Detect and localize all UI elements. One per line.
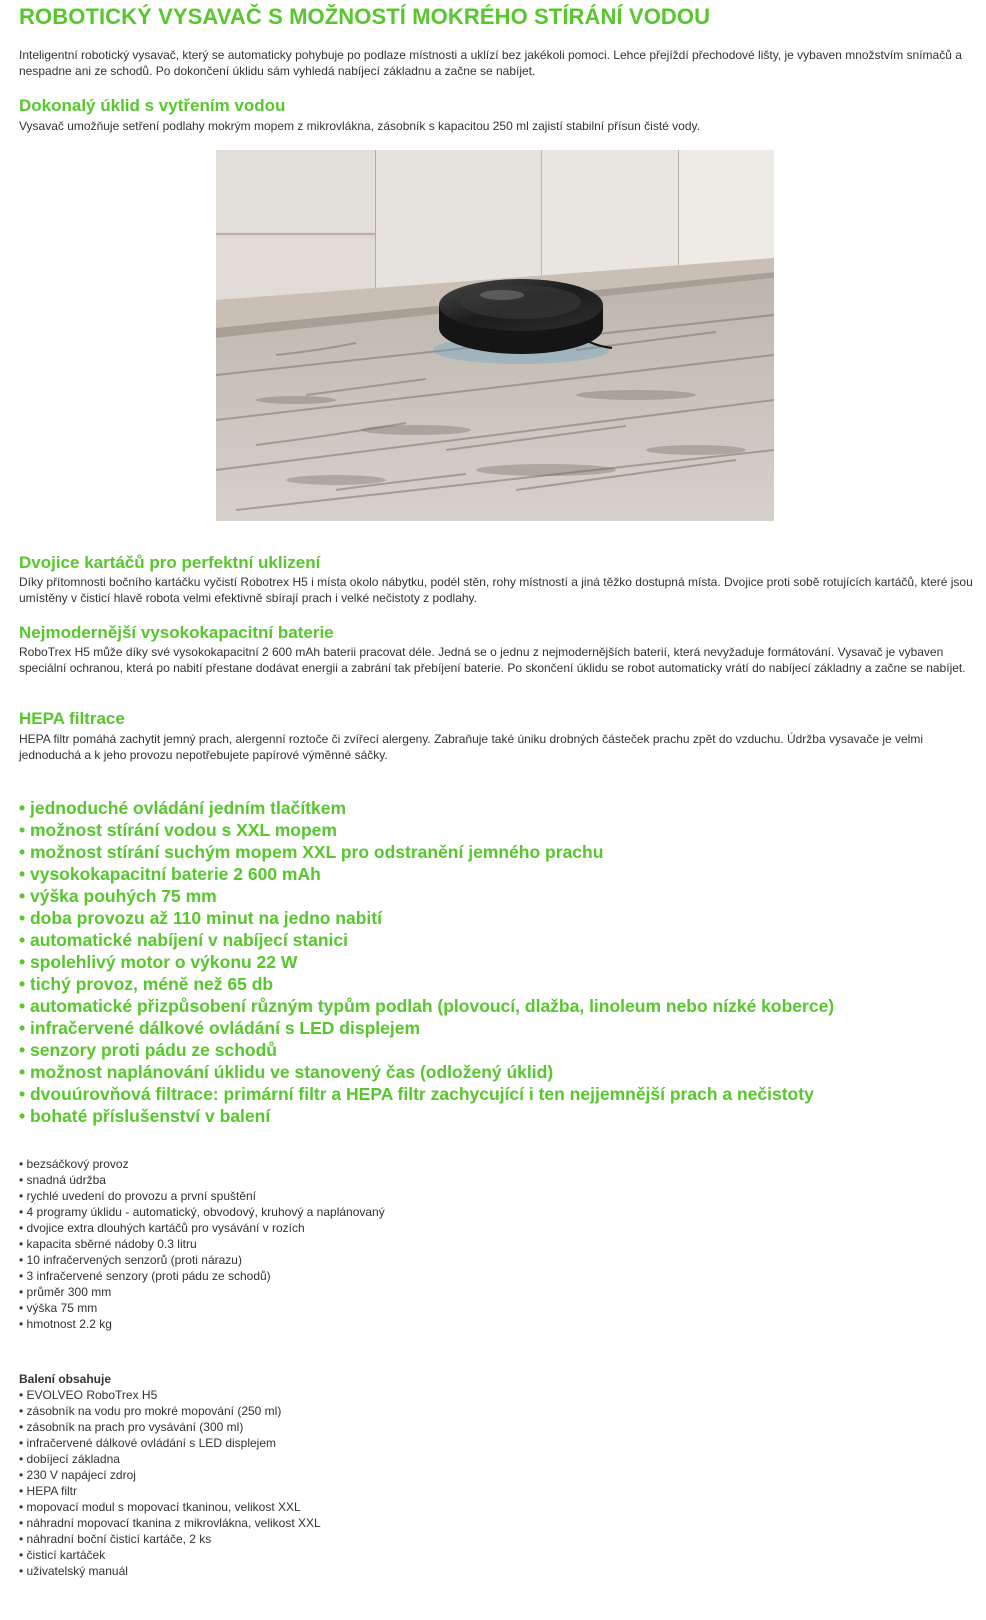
feature-item: • dvouúrovňová filtrace: primární filtr a HEPA filtr zachycující i ten nejjemnější prach a nečistoty xyxy=(19,1084,814,1104)
package-item: • uživatelský manuál xyxy=(19,1564,128,1578)
package-list xyxy=(19,1387,321,1579)
package-item: • EVOLVEO RoboTrex H5 xyxy=(19,1388,158,1402)
spec-item: • bezsáčkový provoz xyxy=(19,1157,129,1171)
package-item: • dobíjecí základna xyxy=(19,1452,120,1466)
robot-vacuum-photo xyxy=(216,150,774,521)
package-item: • zásobník na prach pro vysávání (300 ml) xyxy=(19,1420,244,1434)
section-text-hepa: HEPA filtr pomáhá zachytit jemný prach, alergenní roztoče či zvířecí alergeny. Zabraňuje také úniku drobných částeček prachu zpět do vzduchu. Údržba vysavače je velmi jednoduchá a k jeho provozu nepotřebujete papírové výměnné sáčky. xyxy=(19,732,924,762)
package-item: • čisticí kartáček xyxy=(19,1548,106,1562)
section-text-brushes: Díky přítomnosti bočního kartáčku vyčistí Robotrex H5 i místa okolo nábytku, podél stěn, rohy místností a jiná těžko dostupná místa. Dvojice proti sobě rotujících kartáčů, které jsou umístěny v čisticí hlavě robota velmi efektivně sbírají prach i velké nečistoty z podlahy. xyxy=(19,575,973,605)
spec-item: • kapacita sběrné nádoby 0.3 litru xyxy=(19,1237,197,1251)
feature-item: • jednoduché ovládání jedním tlačítkem xyxy=(19,798,347,818)
spec-item: • průměr 300 mm xyxy=(19,1285,112,1299)
feature-item: • bohaté příslušenství v balení xyxy=(19,1106,271,1126)
feature-item: • tichý provoz, méně než 65 db xyxy=(19,974,274,994)
package-item: • náhradní mopovací tkanina z mikrovlákna, velikost XXL xyxy=(19,1516,321,1530)
package-item: • 230 V napájecí zdroj xyxy=(19,1468,136,1482)
feature-list xyxy=(19,797,834,1127)
spec-item: • 10 infračervených senzorů (proti nárazu) xyxy=(19,1253,242,1267)
spec-item: • hmotnost 2.2 kg xyxy=(19,1317,112,1331)
feature-item: • výška pouhých 75 mm xyxy=(19,886,217,906)
section-heading-battery: Nejmodernější vysokokapacitní baterie xyxy=(19,623,334,642)
spec-list xyxy=(19,1156,385,1332)
spec-item: • 3 infračervené senzory (proti pádu ze schodů) xyxy=(19,1269,271,1283)
feature-item: • senzory proti pádu ze schodů xyxy=(19,1040,277,1060)
package-item: • náhradní boční čisticí kartáče, 2 ks xyxy=(19,1532,212,1546)
spec-item: • 4 programy úklidu - automatický, obvodový, kruhový a naplánovaný xyxy=(19,1205,385,1219)
feature-item: • spolehlivý motor o výkonu 22 W xyxy=(19,952,298,972)
package-item: • zásobník na vodu pro mokré mopování (250 ml) xyxy=(19,1404,282,1418)
package-item: • mopovací modul s mopovací tkaninou, velikost XXL xyxy=(19,1500,301,1514)
feature-item: • vysokokapacitní baterie 2 600 mAh xyxy=(19,864,321,884)
feature-item: • možnost stírání suchým mopem XXL pro odstranění jemného prachu xyxy=(19,842,604,862)
feature-item: • možnost naplánování úklidu ve stanovený čas (odložený úklid) xyxy=(19,1062,554,1082)
robot-vacuum-illustration xyxy=(216,150,774,521)
package-item: • infračervené dálkové ovládání s LED displejem xyxy=(19,1436,277,1450)
feature-item: • automatické přizpůsobení různým typům podlah (plovoucí, dlažba, linoleum nebo nízké koberce) xyxy=(19,996,835,1016)
feature-item: • infračervené dálkové ovládání s LED displejem xyxy=(19,1018,421,1038)
spec-item: • snadná údržba xyxy=(19,1173,106,1187)
package-item: • HEPA filtr xyxy=(19,1484,77,1498)
intro-paragraph: Inteligentní robotický vysavač, který se automaticky pohybuje po podlaze místnosti a uklízí bez jakékoli pomoci. Lehce přejíždí přechodové lišty, je vybaven množstvím snímačů a nespadne ani ze schodů. Po dokončení úklidu sám vyhledá nabíjecí základnu a začne se nabíjet. xyxy=(19,48,962,78)
section-heading-brushes: Dvojice kartáčů pro perfektní uklizení xyxy=(19,553,321,572)
package-heading: Balení obsahuje xyxy=(19,1372,112,1386)
page-title: ROBOTICKÝ VYSAVAČ S MOŽNOSTÍ MOKRÉHO STÍRÁNÍ VODOU xyxy=(19,4,711,29)
spec-item: • dvojice extra dlouhých kartáčů pro vysávání v rozích xyxy=(19,1221,305,1235)
section-text-mopping: Vysavač umožňuje setření podlahy mokrým mopem z mikrovlákna, zásobník s kapacitou 250 ml zajistí stabilní přísun čisté vody. xyxy=(19,119,700,133)
section-heading-mopping: Dokonalý úklid s vytřením vodou xyxy=(19,96,286,115)
spec-item: • výška 75 mm xyxy=(19,1301,98,1315)
spec-item: • rychlé uvedení do provozu a první spuštění xyxy=(19,1189,257,1203)
feature-item: • doba provozu až 110 minut na jedno nabití xyxy=(19,908,382,928)
feature-item: • možnost stírání vodou s XXL mopem xyxy=(19,820,337,840)
section-heading-hepa: HEPA filtrace xyxy=(19,709,125,728)
feature-item: • automatické nabíjení v nabíjecí stanici xyxy=(19,930,349,950)
section-text-battery: RoboTrex H5 může díky své vysokokapacitní 2 600 mAh baterii pracovat déle. Jedná se o jednu z nejmodernějších baterií, která nevyžaduje formátování. Vysavač je vybaven speciální ochranou, která po nabití přestane dodávat energii a zabrání tak přebíjení baterie. Po skončení úklidu se robot automaticky vrátí do nabíjecí základny a začne se nabíjet. xyxy=(19,645,966,675)
